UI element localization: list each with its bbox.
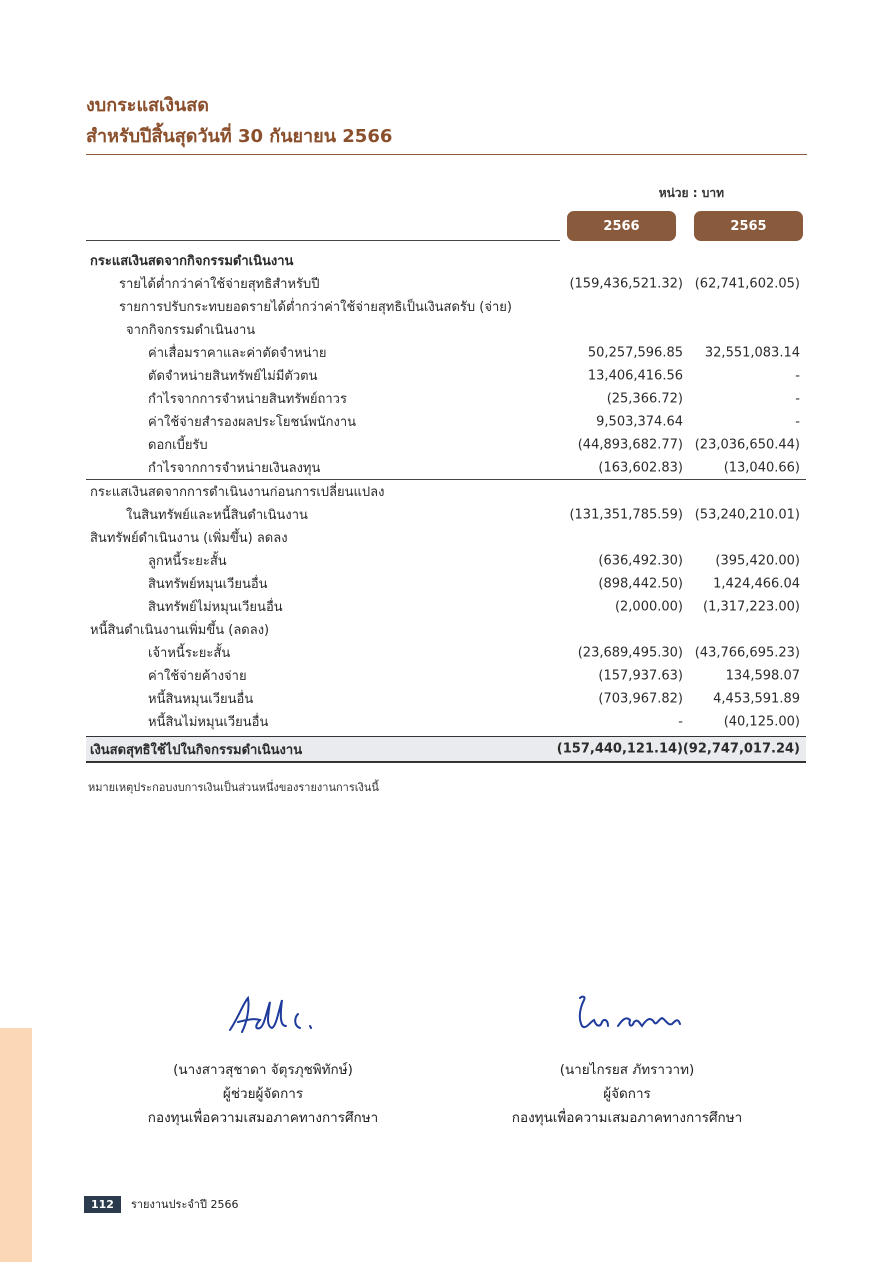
table-row <box>86 341 806 364</box>
row-label: ในสินทรัพย์และหนี้สินดำเนินงาน <box>126 508 308 523</box>
table-row <box>86 664 806 687</box>
row-label: กระแสเงินสดจากการดำเนินงานก่อนการเปลี่ยนแปลง <box>90 485 385 500</box>
row-value-2565: 134,598.07 <box>725 668 800 683</box>
signature-left <box>220 990 360 1040</box>
page-number: 112 <box>84 1196 121 1213</box>
signer-right <box>467 1058 787 1130</box>
signer-position: ผู้จัดการ <box>603 1086 651 1102</box>
table-row <box>86 387 806 410</box>
row-value-2565: 32,551,083.14 <box>704 345 800 360</box>
row-value-2565: - <box>795 391 800 406</box>
title-divider <box>86 154 807 155</box>
row-label: สินทรัพย์ดำเนินงาน (เพิ่มขึ้น) ลดลง <box>90 531 288 546</box>
year-header-2566: 2566 <box>567 211 676 241</box>
row-value-2565: (1,317,223.00) <box>703 599 800 614</box>
signature-right <box>572 990 712 1040</box>
row-label: จากกิจกรรมดำเนินงาน <box>126 323 256 338</box>
signer-organization: กองทุนเพื่อความเสมอภาคทางการศึกษา <box>147 1110 379 1126</box>
row-label: ค่าใช้จ่ายสำรองผลประโยชน์พนักงาน <box>148 415 357 430</box>
row-label: กำไรจากการจำหน่ายสินทรัพย์ถาวร <box>148 392 347 407</box>
row-value-2565: 1,424,466.04 <box>713 576 800 591</box>
table-row <box>86 572 806 595</box>
signer-name: (นายไกรยส ภัทราวาท) <box>559 1062 695 1078</box>
row-label: รายการปรับกระทบยอดรายได้ต่ำกว่าค่าใช้จ่ายสุทธิเป็นเงินสดรับ (จ่าย) <box>119 300 512 315</box>
page-footer <box>84 1195 238 1213</box>
row-value-2566: (159,436,521.32) <box>569 276 683 291</box>
statement-subtitle: สำหรับปีสิ้นสุดวันที่ 30 กันยายน 2566 <box>86 126 393 147</box>
row-label: ค่าใช้จ่ายค้างจ่าย <box>148 669 247 684</box>
row-label: กระแสเงินสดจากกิจกรรมดำเนินงาน <box>90 254 294 269</box>
table-row <box>86 456 806 479</box>
row-label: เจ้าหนี้ระยะสั้น <box>148 646 231 661</box>
row-value-2566: (2,000.00) <box>614 599 683 614</box>
row-label: รายได้ต่ำกว่าค่าใช้จ่ายสุทธิสำหรับปี <box>119 277 320 292</box>
row-value-2565: (62,741,602.05) <box>694 276 800 291</box>
table-row <box>86 318 806 341</box>
row-value-2565: (53,240,210.01) <box>694 507 800 522</box>
row-value-2565: 4,453,591.89 <box>713 691 800 706</box>
unit-label: หน่วย : บาท <box>658 186 724 200</box>
table-row <box>86 433 806 456</box>
row-value-2566: (23,689,495.30) <box>577 645 683 660</box>
row-value-2566: (25,366.72) <box>606 391 683 406</box>
total-label: เงินสดสุทธิใช้ไปในกิจกรรมดำเนินงาน <box>90 742 303 758</box>
cash-flow-table <box>86 249 806 763</box>
table-row <box>86 549 806 572</box>
statement-title: งบกระแสเงินสด <box>86 95 209 116</box>
row-label: สินทรัพย์หมุนเวียนอื่น <box>148 577 268 592</box>
row-value-2566: 13,406,416.56 <box>587 368 683 383</box>
footer-text: รายงานประจำปี 2566 <box>130 1198 239 1211</box>
row-label: หนี้สินดำเนินงานเพิ่มขึ้น (ลดลง) <box>90 623 270 638</box>
table-row <box>86 479 806 503</box>
table-row <box>86 641 806 664</box>
row-value-2565: (13,040.66) <box>723 460 800 475</box>
table-row <box>86 410 806 433</box>
row-value-2565: - <box>795 414 800 429</box>
table-row <box>86 503 806 526</box>
row-label: ค่าเสื่อมราคาและค่าตัดจำหน่าย <box>148 346 327 361</box>
signer-position: ผู้ช่วยผู้จัดการ <box>222 1086 304 1102</box>
row-label: สินทรัพย์ไม่หมุนเวียนอื่น <box>148 600 283 615</box>
row-value-2566: (898,442.50) <box>598 576 683 591</box>
row-value-2566: (636,492.30) <box>598 553 683 568</box>
row-label: กำไรจากการจำหน่ายเงินลงทุน <box>148 461 321 476</box>
total-value-2566: (157,440,121.14) <box>556 741 683 757</box>
row-value-2566: (703,967.82) <box>598 691 683 706</box>
footnote: หมายเหตุประกอบงบการเงินเป็นส่วนหนึ่งของรายงานการเงินนี้ <box>88 781 379 794</box>
row-value-2566: (157,937.63) <box>598 668 683 683</box>
row-value-2566: - <box>678 714 683 729</box>
table-row <box>86 710 806 733</box>
row-label: หนี้สินหมุนเวียนอื่น <box>148 692 254 707</box>
total-value-2565: (92,747,017.24) <box>682 741 800 757</box>
signer-organization: กองทุนเพื่อความเสมอภาคทางการศึกษา <box>511 1110 743 1126</box>
table-row <box>86 618 806 641</box>
table-row <box>86 272 806 295</box>
row-value-2566: 50,257,596.85 <box>587 345 683 360</box>
table-row <box>86 595 806 618</box>
row-value-2565: (40,125.00) <box>723 714 800 729</box>
row-value-2565: (23,036,650.44) <box>694 437 800 452</box>
total-row <box>86 736 806 763</box>
row-value-2566: (131,351,785.59) <box>569 507 683 522</box>
row-value-2566: 9,503,374.64 <box>596 414 683 429</box>
signer-left <box>103 1058 423 1130</box>
row-value-2566: (163,602.83) <box>598 460 683 475</box>
row-value-2566: (44,893,682.77) <box>577 437 683 452</box>
row-label: ลูกหนี้ระยะสั้น <box>148 554 227 569</box>
table-row <box>86 364 806 387</box>
row-label: ตัดจำหน่ายสินทรัพย์ไม่มีตัวตน <box>148 369 318 384</box>
row-label: หนี้สินไม่หมุนเวียนอื่น <box>148 715 269 730</box>
table-row <box>86 526 806 549</box>
row-value-2565: (43,766,695.23) <box>694 645 800 660</box>
year-header-2565: 2565 <box>694 211 803 241</box>
row-value-2565: (395,420.00) <box>715 553 800 568</box>
header-divider <box>86 240 560 241</box>
side-color-tab <box>0 1028 32 1262</box>
table-row <box>86 687 806 710</box>
row-label: ดอกเบี้ยรับ <box>148 438 208 453</box>
row-value-2565: - <box>795 368 800 383</box>
signer-name: (นางสาวสุชาดา จัตุรภุชพิทักษ์) <box>173 1062 353 1078</box>
table-row <box>86 295 806 318</box>
table-row <box>86 249 806 272</box>
